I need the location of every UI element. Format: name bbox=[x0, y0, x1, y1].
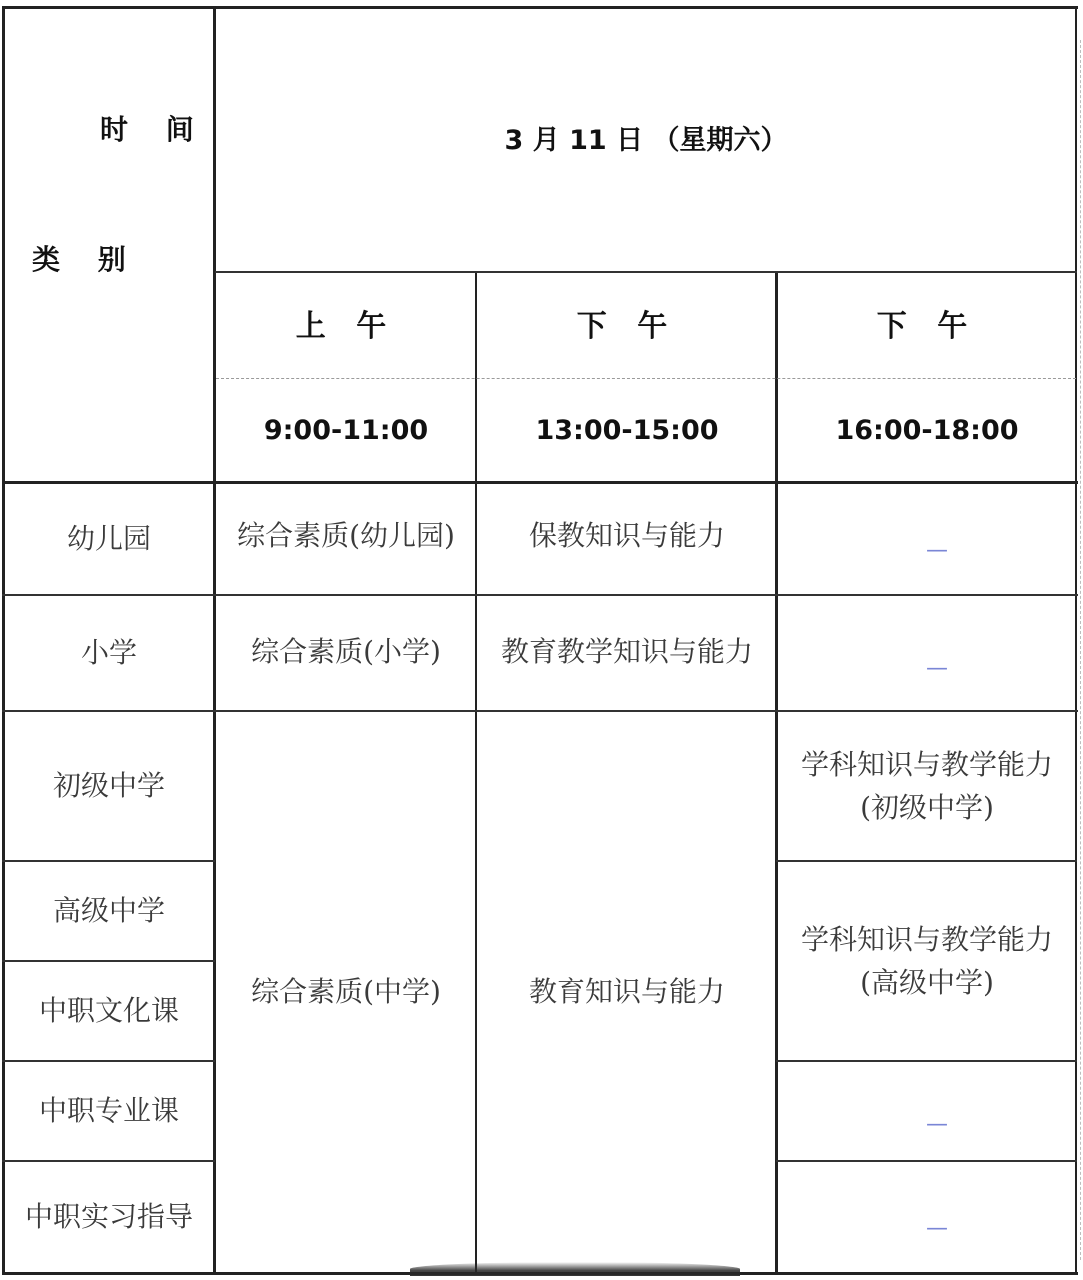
senior-high-evening-subject bbox=[778, 862, 1076, 1060]
senior-high-evening-line2: (高级中学) bbox=[860, 966, 994, 999]
row-line-junior-cat bbox=[2, 860, 215, 862]
category-vocational-professional: 中职专业课 bbox=[38, 1094, 179, 1127]
middle-school-morning-subject: 综合素质(中学) bbox=[251, 975, 441, 1008]
category-senior-high: 高级中学 bbox=[52, 894, 165, 927]
junior-high-evening-subject bbox=[778, 712, 1076, 860]
frame-top bbox=[2, 6, 1078, 9]
primary-evening-blank: — bbox=[926, 656, 948, 681]
kindergarten-morning-subject: 综合素质(幼儿园) bbox=[237, 519, 455, 552]
row-line-professional-evening bbox=[776, 1160, 1077, 1162]
session-period-afternoon: 下 午 bbox=[576, 308, 678, 344]
row-line-senior-cat bbox=[2, 960, 215, 962]
session-time-afternoon: 13:00-15:00 bbox=[535, 414, 719, 446]
category-primary: 小学 bbox=[80, 636, 137, 669]
header-dashed-divider bbox=[216, 378, 1076, 379]
corner-category-label: 类 别 bbox=[32, 243, 140, 276]
session-period-evening: 下 午 bbox=[876, 308, 978, 344]
col-line-1 bbox=[213, 6, 216, 1275]
col-line-2 bbox=[475, 272, 477, 1275]
scan-shadow bbox=[410, 1262, 740, 1276]
primary-morning-subject: 综合素质(小学) bbox=[251, 635, 441, 668]
row-line-primary bbox=[2, 710, 1078, 712]
vocational-internship-evening-blank: — bbox=[926, 1216, 948, 1241]
row-line-culture-evening bbox=[776, 1060, 1077, 1062]
kindergarten-evening-blank: — bbox=[926, 538, 948, 563]
row-line-culture-cat bbox=[2, 1060, 215, 1062]
corner-time-label: 时 间 bbox=[100, 113, 208, 146]
kindergarten-afternoon-subject: 保教知识与能力 bbox=[528, 519, 725, 552]
junior-high-evening-line1: 学科知识与教学能力 bbox=[800, 747, 1053, 781]
session-period-morning: 上 午 bbox=[295, 308, 397, 344]
header-date-divider bbox=[215, 271, 1077, 273]
header-bottom-line bbox=[2, 481, 1078, 484]
frame-right bbox=[1075, 6, 1077, 1275]
category-kindergarten: 幼儿园 bbox=[66, 522, 151, 555]
session-time-evening: 16:00-18:00 bbox=[835, 414, 1019, 446]
category-junior-high: 初级中学 bbox=[52, 769, 165, 802]
date-header: 3 月 11 日 （星期六） bbox=[504, 124, 788, 156]
junior-high-evening-line2: (初级中学) bbox=[860, 791, 994, 824]
row-line-junior-evening bbox=[776, 860, 1077, 862]
senior-high-evening-line1: 学科知识与教学能力 bbox=[800, 922, 1053, 956]
category-vocational-internship: 中职实习指导 bbox=[24, 1200, 193, 1233]
row-line-professional-cat bbox=[2, 1160, 215, 1162]
vocational-professional-evening-blank: — bbox=[926, 1112, 948, 1137]
session-time-morning: 9:00-11:00 bbox=[263, 414, 429, 446]
col-line-3 bbox=[775, 272, 778, 1275]
right-margin-marks bbox=[1080, 40, 1081, 1260]
middle-school-afternoon-subject: 教育知识与能力 bbox=[528, 975, 725, 1008]
row-line-kindergarten bbox=[2, 594, 1078, 596]
category-vocational-culture: 中职文化课 bbox=[38, 994, 179, 1027]
frame-left bbox=[2, 6, 5, 1275]
primary-afternoon-subject: 教育教学知识与能力 bbox=[500, 635, 753, 668]
